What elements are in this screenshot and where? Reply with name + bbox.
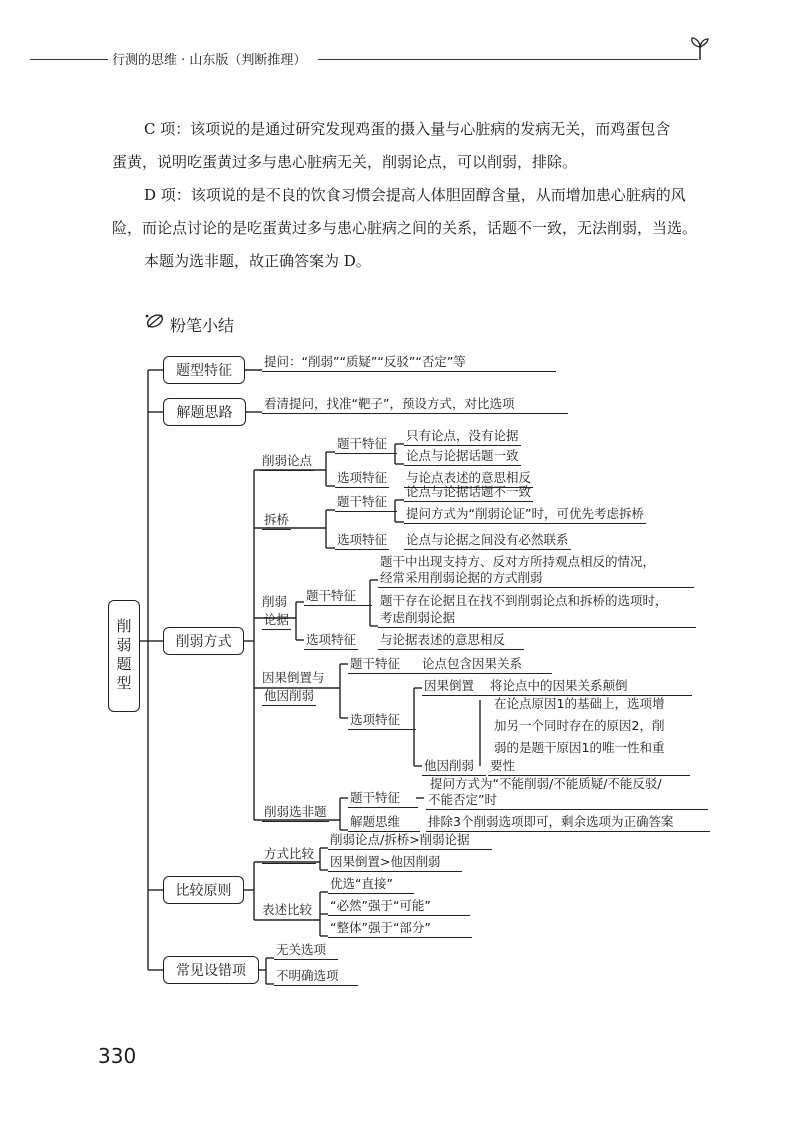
summary-title: 粉笔小结 [170, 316, 235, 335]
other-cause-text-1: 在论点原因1的基础上，选项增 [494, 696, 665, 711]
weaken-thesis-option-label: 选项特征 [335, 470, 389, 488]
weaken-evidence-stem-a-1: 题干中出现支持方、反对方所持观点相反的情况， [380, 554, 656, 569]
weaken-thesis-stem-a: 只有论点，没有论据 [404, 428, 521, 446]
branch-solving-approach: 解题思路 [163, 398, 246, 426]
weaken-evidence-stem-b-2: 考虑削弱论据 [378, 610, 696, 628]
choose-not-stem-a-2: 不能否定”时 [426, 792, 708, 810]
method-comparison-a: 削弱论点/拆桥>削弱论据 [328, 832, 492, 850]
method-comparison-b: 因果倒置>他因削弱 [328, 854, 462, 872]
expression-comparison-label: 表述比较 [262, 902, 313, 917]
paragraph-c-line2: 蛋黄，说明吃蛋黄过多与患心脏病无关，削弱论点，可以削弱，排除。 [112, 153, 578, 171]
branch-question-type: 题型特征 [163, 356, 245, 384]
bridge-stem-b: 提问方式为“削弱论证”时，可优先考虑拆桥 [404, 506, 646, 524]
bridge-removal-label: 拆桥 [262, 512, 291, 530]
choose-not-stem-label: 题干特征 [348, 790, 418, 808]
choose-not-method-text: 排除3个削弱选项即可，剩余选项为正确答案 [426, 814, 710, 832]
causal-option-label: 选项特征 [348, 712, 416, 730]
weaken-thesis-stem-b: 论点与论据话题一致 [404, 448, 521, 466]
weaken-evidence-stem-label: 题干特征 [304, 588, 372, 606]
choose-not-method-label: 解题思维 [348, 814, 420, 832]
wrong-option-unclear: 不明确选项 [274, 968, 358, 986]
method-comparison-label: 方式比较 [262, 846, 316, 864]
paragraph-d-line2: 险，而论点讨论的是吃蛋黄过多与患心脏病之间的关系，话题不一致，无法削弱，当选。 [112, 219, 698, 237]
paragraph-answer: 本题为选非题，故正确答案为 D。 [144, 252, 371, 270]
weaken-thesis-option-a: 与论点表述的意思相反 [404, 470, 533, 488]
weaken-thesis-stem-label: 题干特征 [335, 436, 397, 454]
weaken-evidence-option-label: 选项特征 [304, 632, 358, 650]
weaken-thesis-label: 削弱论点 [260, 453, 314, 471]
other-cause-text-2: 加另一个同时存在的原因2，削 [494, 718, 665, 733]
causal-label-1: 因果倒置与 [262, 670, 325, 685]
solving-approach-text: 看清提问，找准“靶子”，预设方式，对比选项 [262, 396, 568, 414]
bridge-option-a: 论点与论据之间没有必然联系 [404, 532, 571, 550]
expression-comparison-a: 优选“直接” [328, 876, 414, 894]
causal-stem-label: 题干特征 [348, 656, 422, 674]
weaken-evidence-label-1: 削弱 [262, 594, 288, 609]
paragraph-d-line1: D 项：该项说的是不良的饮食习惯会提高人体胆固醇含量，从而增加患心脏病的风 [144, 186, 686, 204]
bridge-stem-a: 论点与论据话题不一致 [404, 484, 533, 502]
branch-weakening-methods: 削弱方式 [163, 627, 244, 655]
choose-not-stem-a-1: 提问方式为“不能削弱/不能质疑/不能反驳/ [430, 776, 662, 791]
branch-common-wrong-options: 常见设错项 [163, 956, 259, 984]
causal-stem-a: 论点包含因果关系 [420, 656, 552, 674]
root-node: 削弱题型 [108, 600, 140, 712]
weaken-evidence-stem-a-2: 经常采用削弱论据的方式削弱 [378, 570, 694, 588]
bridge-stem-label: 题干特征 [335, 494, 397, 512]
other-cause-text-4: 要性 [488, 758, 690, 776]
expression-comparison-b: “必然”强于“可能” [328, 898, 470, 916]
causal-label-2: 他因削弱 [262, 688, 316, 706]
wrong-option-irrelevant: 无关选项 [274, 942, 338, 960]
expression-comparison-c: “整体”强于“部分” [328, 920, 472, 938]
weaken-evidence-stem-b-1: 题干存在论据且在找不到削弱论点和拆桥的选项时， [380, 593, 668, 608]
choose-not-weaken-label: 削弱选非题 [262, 804, 329, 822]
causal-reversal-text: 将论点中的因果关系颠倒 [488, 678, 692, 696]
running-title: 行测的思维 · 山东版（判断推理） [112, 53, 307, 68]
paragraph-c-line1: C 项：该项说的是通过研究发现鸡蛋的摄入量与心脏病的发病无关，而鸡蛋包含 [144, 120, 671, 138]
weaken-evidence-label-2: 论据 [262, 612, 291, 630]
other-cause-text-3: 弱的是题干原因1的唯一性和重 [494, 740, 665, 755]
causal-reversal-label: 因果倒置 [422, 678, 490, 696]
other-cause-label: 他因削弱 [422, 758, 486, 776]
question-type-text: 提问：“削弱”“质疑”“反驳”“否定”等 [262, 354, 556, 372]
weaken-evidence-option-a: 与论据表述的意思相反 [378, 632, 524, 650]
bridge-option-label: 选项特征 [335, 532, 389, 550]
branch-comparison-principle: 比较原则 [163, 876, 244, 904]
page-number: 330 [98, 1044, 137, 1068]
